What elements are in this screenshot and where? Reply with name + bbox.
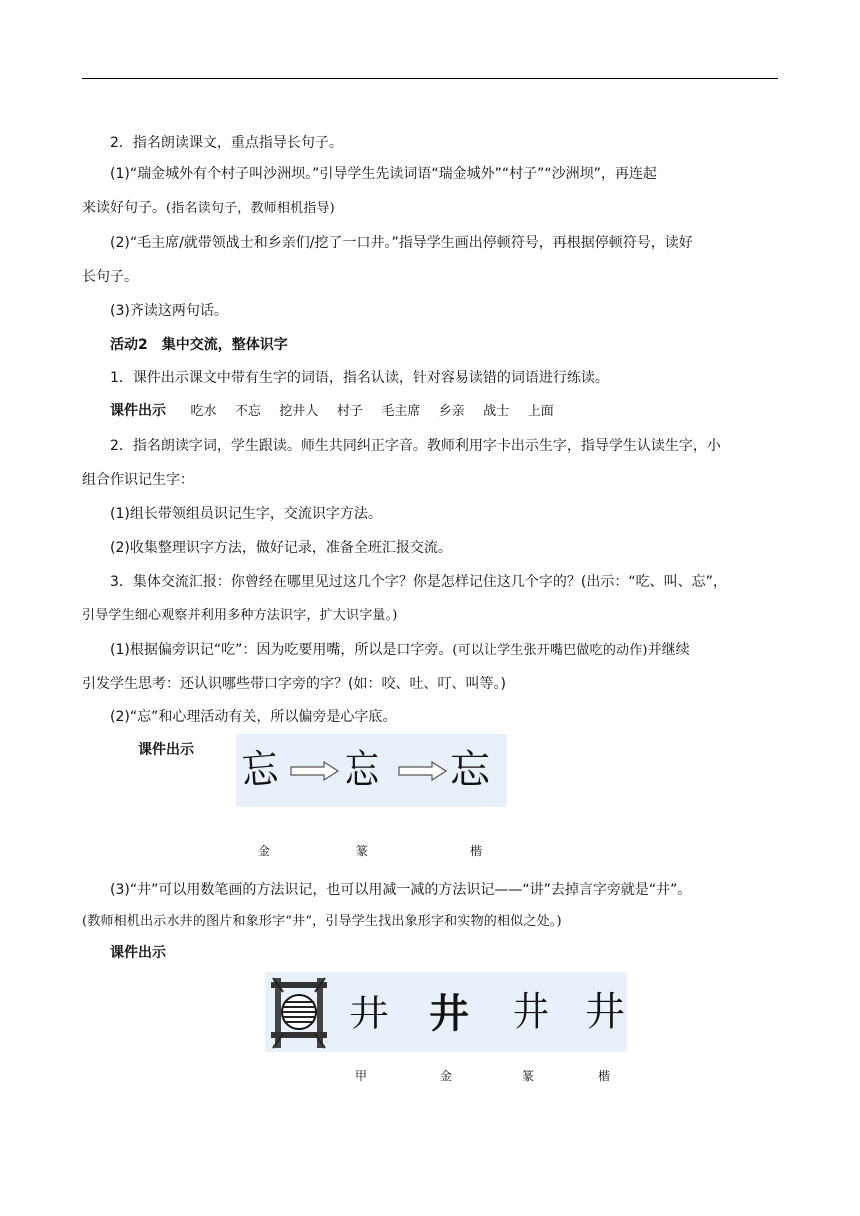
step-2-item-2: (2)收集整理识字方法，做好记录，准备全班汇报交流。 <box>110 540 452 556</box>
figure-2-label: 课件出示 <box>110 945 166 961</box>
sentence-3: (3)齐读这两句话。 <box>110 303 228 319</box>
char-seal: 井 <box>513 989 549 1035</box>
char-regular: 忘 <box>450 747 490 793</box>
activity-step-2-line-2: 组合作识记生字： <box>82 472 194 488</box>
sentence-2-line-1: (2)“毛主席/就带领战士和乡亲们/挖了一口井。”指导学生画出停顿符号，再根据停顿符号，读好 <box>110 235 693 251</box>
char-seal: 忘 <box>345 747 379 793</box>
step-2-item-1: (1)组长带领组员识记生字，交流识字方法。 <box>110 506 382 522</box>
vocab-list <box>110 401 778 422</box>
well-illustration-icon <box>267 974 331 1050</box>
char-regular: 井 <box>585 989 625 1035</box>
figure-2-caption-regular: 楷 <box>598 1069 611 1083</box>
figure-1-caption-regular: 楷 <box>470 844 483 858</box>
step-3-item-1-line-2: 引发学生思考：还认识哪些带口字旁的字？(如：咬、吐、叮、叫等。) <box>82 676 506 692</box>
vocab-word: 挖井人 <box>279 404 319 419</box>
char-bronze: 忘 <box>240 745 280 795</box>
vocab-word: 乡亲 <box>438 404 465 419</box>
vocab-label: 课件出示 <box>110 403 166 419</box>
vocab-word: 不忘 <box>234 404 261 419</box>
arrow-icon <box>398 761 448 781</box>
activity-step-3-line-1: 3．集体交流汇报：你曾经在哪里见过这几个字？你是怎样记住这几个字的？(出示：“吃、叫、忘”， <box>110 574 727 590</box>
vocab-word: 村子 <box>336 404 363 419</box>
vocab-word: 上面 <box>527 404 554 419</box>
step-3-item-3-line-2: (教师相机出示水井的图片和象形字“井”，引导学生找出象形字和实物的相似之处。) <box>82 914 562 929</box>
vocab-word: 毛主席 <box>381 404 421 419</box>
figure-1-caption-seal: 篆 <box>356 844 369 858</box>
figure-2-panel <box>265 972 627 1052</box>
figure-1-label: 课件出示 <box>138 742 194 758</box>
header-rule <box>82 78 778 79</box>
vocab-word: 战士 <box>483 404 510 419</box>
char-oracle: 井 <box>349 993 389 1035</box>
char-bronze: 井 <box>429 990 469 1037</box>
step-3-item-1-note: (可以让学生张开嘴巴做吃的动作) <box>452 643 648 658</box>
sentence-2-line-2: 长句子。 <box>82 269 138 285</box>
figure-1-panel <box>236 734 507 807</box>
sentence-1-line-2: 来读好句子。(指名读句子，教师相机指导) <box>82 200 335 216</box>
activity-step-3-line-2: 引导学生细心观察并利用多种方法识字，扩大识字量。) <box>82 608 398 623</box>
paragraph-2: 2．指名朗读课文，重点指导长句子。 <box>110 135 343 151</box>
figure-2-caption-oracle: 甲 <box>355 1069 368 1083</box>
step-3-item-3-line-1: (3)“井”可以用数笔画的方法识记，也可以用减一减的方法识记——“讲”去掉言字旁就是“井”。 <box>110 882 692 898</box>
sentence-1-note: (指名读句子，教师相机指导) <box>166 201 335 216</box>
step-3-item-1-line-1: (1)根据偏旁识记“吃”：因为吃要用嘴，所以是口字旁。(可以让学生张开嘴巴做吃的动作)并继续 <box>110 642 690 658</box>
vocab-word: 吃水 <box>190 404 217 419</box>
sentence-1-line-1: (1)“瑞金城外有个村子叫沙洲坝。”引导学生先读词语“瑞金城外”“村子”“沙洲坝”，再连起 <box>110 166 657 182</box>
figure-1-caption-bronze: 金 <box>258 844 271 858</box>
activity-heading: 活动2 集中交流，整体识字 <box>110 337 288 353</box>
figure-2-caption-bronze: 金 <box>440 1069 453 1083</box>
arrow-icon <box>290 761 340 781</box>
figure-2-caption-seal: 篆 <box>522 1069 535 1083</box>
activity-step-2-line-1: 2．指名朗读字词，学生跟读。师生共同纠正字音。教师利用字卡出示生字，指导学生认读生字，小 <box>110 438 721 454</box>
activity-step-1: 1．课件出示课文中带有生字的词语，指名认读，针对容易读错的词语进行练读。 <box>110 370 609 386</box>
step-3-item-2: (2)“忘”和心理活动有关，所以偏旁是心字底。 <box>110 709 397 725</box>
